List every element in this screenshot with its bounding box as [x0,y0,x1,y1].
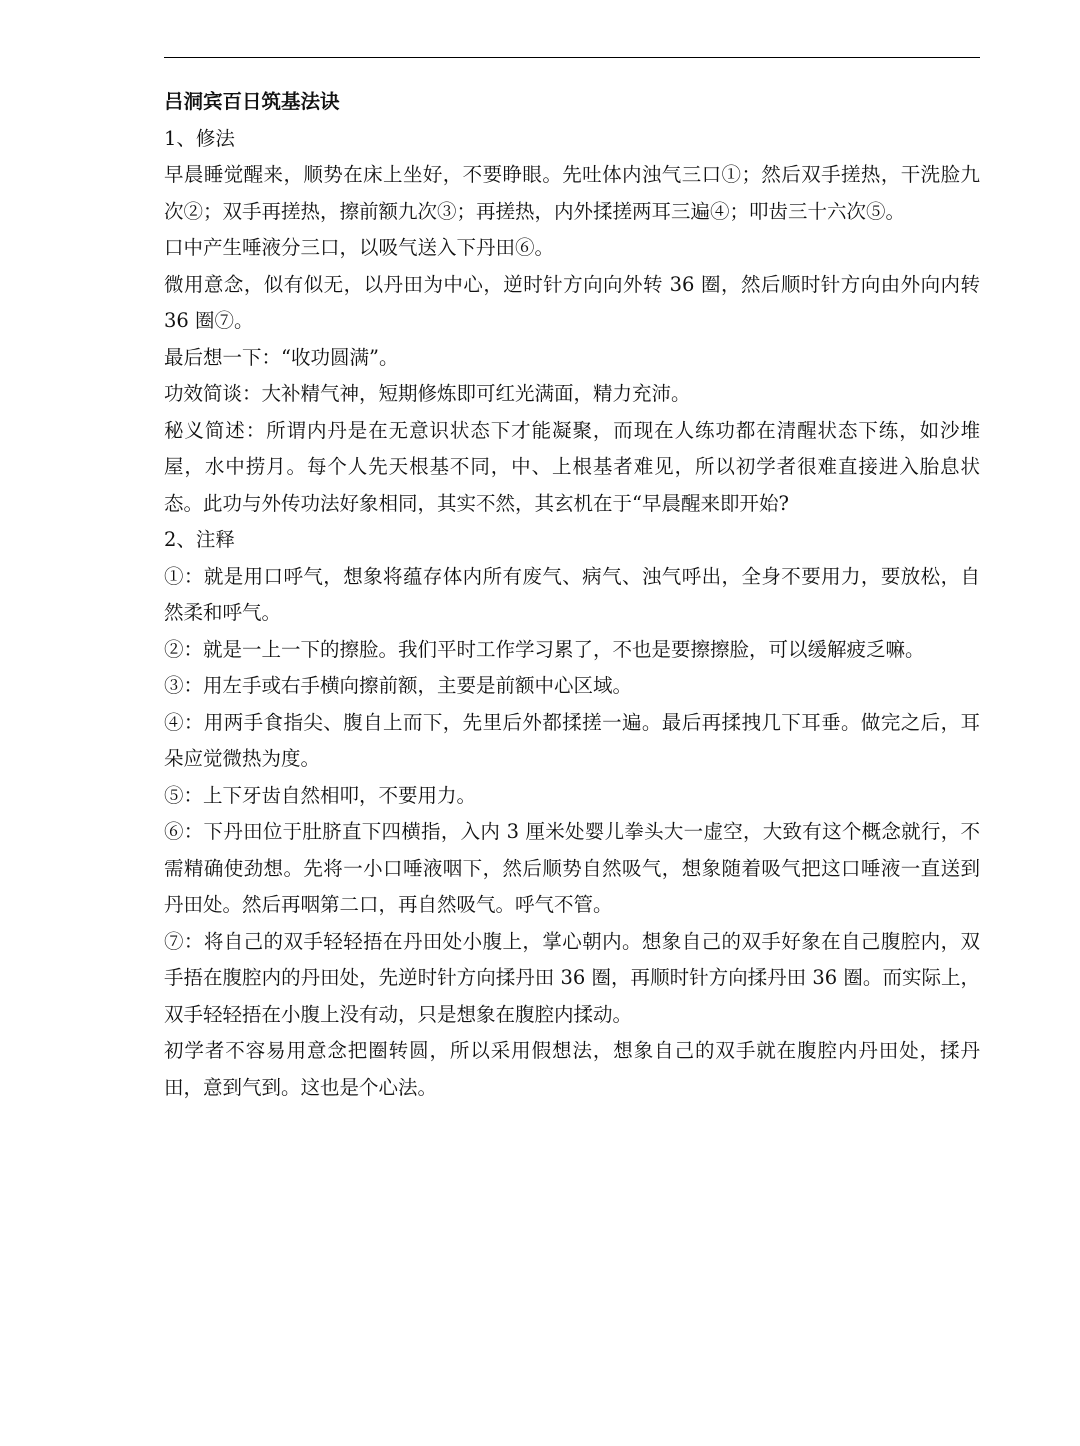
document-title: 吕洞宾百日筑基法诀 [164,90,340,113]
document-body [164,84,980,1106]
paragraph: 早晨睡觉醒来，顺势在床上坐好，不要睁眼。先吐体内浊气三口①；然后双手搓热，干洗脸九次②；双手再搓热，擦前额九次③；再搓热，内外揉搓两耳三遍④；叩齿三十六次⑤。 [164,163,980,223]
note-item: ⑤：上下牙齿自然相叩，不要用力。 [164,783,477,807]
paragraph: 微用意念，似有似无，以丹田为中心，逆时针方向向外转 36 圈，然后顺时针方向由外向内转 36 圈⑦。 [164,272,980,332]
section-heading-notes: 2、注释 [164,528,235,551]
paragraph: 口中产生唾液分三口，以吸气送入下丹田⑥。 [164,236,555,259]
paragraph: 初学者不容易用意念把圈转圆，所以采用假想法，想象自己的双手就在腹腔内丹田处，揉丹田，意到气到。这也是个心法。 [164,1039,980,1099]
paragraph: 秘义简述：所谓内丹是在无意识状态下才能凝聚，而现在人练功都在清醒状态下练，如沙堆屋，水中捞月。每个人先天根基不同，中、上根基者难见，所以初学者很难直接进入胎息状态。此功与外传功法好象相同，其实不然，其玄机在于“早晨醒来即开始? [164,418,980,515]
note-item: ⑦：将自己的双手轻轻捂在丹田处小腹上，掌心朝内。想象自己的双手好象在自己腹腔内，双手捂在腹腔内的丹田处，先逆时针方向揉丹田 36 圈，再顺时针方向揉丹田 36 圈。而实际上，双手轻轻捂在小腹上没有动，只是想象在腹腔内揉动。 [164,929,980,1026]
note-item: ④：用两手食指尖、腹自上而下，先里后外都揉搓一遍。最后再揉拽几下耳垂。做完之后，耳朵应觉微热为度。 [164,710,980,770]
section-heading-practice: 1、修法 [164,126,235,150]
paragraph: 功效简谈：大补精气神，短期修炼即可红光满面，精力充沛。 [164,382,691,405]
paragraph: 最后想一下：“收功圆满”。 [164,345,399,369]
header-rule [164,57,980,58]
note-item: ③：用左手或右手横向擦前额，主要是前额中心区域。 [164,674,633,697]
note-item: ①：就是用口呼气，想象将蕴存体内所有废气、病气、浊气呼出，全身不要用力，要放松，自然柔和呼气。 [164,564,980,624]
note-item: ②：就是一上一下的擦脸。我们平时工作学习累了，不也是要擦擦脸，可以缓解疲乏嘛。 [164,637,925,661]
note-item: ⑥：下丹田位于肚脐直下四横指，入内 3 厘米处婴儿拳头大一虚空，大致有这个概念就行，不需精确使劲想。先将一小口唾液咽下，然后顺势自然吸气，想象随着吸气把这口唾液一直送到丹田处。然后再咽第二口，再自然吸气。呼气不管。 [164,820,980,916]
